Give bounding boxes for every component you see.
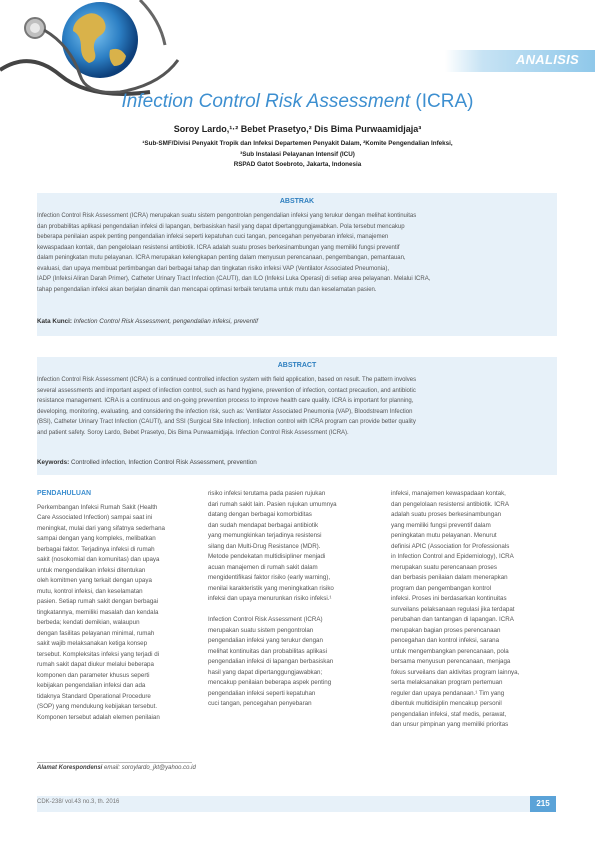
article-title — [0, 91, 595, 113]
body-text-line: dibentuk multidisiplin mencakup personil — [391, 700, 502, 707]
body-text-line: tidaknya Standard Operational Procedure — [37, 692, 151, 700]
abstract-line: Infection Control Risk Assessment (ICRA) is a continued controlled infection system with field application, based on result. The pattern involves — [37, 377, 417, 383]
abstrak-line: kewaspadaan kontak, dan pengelolaan resistensi antibiotik. ICRA adalah suatu proses berkesinambungan yang memiliki fungsi preventif — [37, 244, 400, 251]
body-text-line: pasien. Setiap rumah sakit dengan berbagai — [37, 598, 159, 605]
globe-stethoscope-illustration — [0, 0, 200, 100]
abstract-line: developing, monitoring, evaluating, and considering the infection risk, such as: Ventilator Associated Pneumonia (VAP), Bloodstream Infection — [37, 408, 413, 415]
body-text-line: berbagai faktor. Terjadinya infeksi di rumah — [37, 545, 155, 553]
column-2-text — [208, 489, 378, 710]
affiliation-line: ¹Sub-SMF/Divisi Penyakit Tropik dan Infeksi Departemen Penyakit Dalam, ²Komite Pengendalian Infeksi, — [142, 140, 453, 147]
body-text-line: infeksi dan upaya menurunkan risiko infeksi.¹ — [208, 595, 332, 602]
abstract-line: several assessments and important aspect of infection control, such as hand hygiene, prevention of infection, contact precaution, and antibiotic — [37, 387, 416, 394]
abstrak-line: dalam peningkatan mutu pelayanan. ICRA merupakan kelengkapan penting dalam menyusun perencanaan, pengembangan, pemantauan, — [37, 255, 406, 261]
body-text-line: kebijakan pengendalian infeksi dan ada — [37, 682, 146, 689]
body-text-line: untuk mengendalikan infeksi ditentukan — [37, 566, 146, 574]
body-text-line: pengendalian infeksi di lapangan berbasiskan — [208, 658, 334, 665]
body-text-line: program dan pengembangan kontrol — [391, 584, 492, 592]
body-text-line: Komponen tersebut adalah elemen penilaian — [37, 713, 160, 721]
body-text-line: pengendalian infeksi, staf medis, perawat, — [391, 710, 507, 718]
body-text-line: infeksi. Proses ini berdasarkan kontinuitas — [391, 595, 507, 602]
body-text-line: reguler dan upaya pendanaan.¹ Tim yang — [391, 689, 505, 697]
section-heading-pendahuluan: PENDAHULUAN — [37, 490, 92, 497]
body-text-line: pengendalian infeksi seperti kepatuhan — [208, 689, 316, 697]
body-text-line: Infection Control Risk Assessment (ICRA) — [208, 616, 323, 623]
article-title-italic: Infection Control Risk Assessment — [121, 91, 411, 112]
body-text-line: silang dan Multi-Drug Resistance (MDR). — [208, 542, 321, 550]
abstrak-heading: ABSTRAK — [279, 198, 315, 205]
body-text-line: infeksi, manajemen kewaspadaan kontak, — [391, 490, 506, 497]
body-text-line: dan pengelolaan resistensi antibiotik. ICRA — [391, 500, 509, 508]
abstract-keywords-label: Keywords: — [37, 459, 70, 466]
body-text-line: acuan manajemen di rumah sakit dalam — [208, 563, 318, 571]
body-text-line: serta melaksanakan program pertemuan — [391, 679, 503, 686]
body-text-line: oleh komitmen yang terkait dengan upaya — [37, 577, 152, 584]
body-text-line: tingkatannya, memiliki masalah dan kendala — [37, 608, 159, 616]
abstract-keywords — [37, 459, 257, 466]
abstract-box — [37, 357, 557, 475]
footnote-divider — [37, 762, 192, 763]
body-text-line: yang memiliki fungsi preventif dalam — [391, 521, 491, 529]
body-text-line: dari rumah sakit lain. Pasien rujukan umumnya — [208, 500, 337, 508]
body-text-line: meningkat, mulai dari yang sifatnya sederhana — [37, 524, 165, 532]
abstrak-box — [37, 193, 557, 336]
authors: Soroy Lardo,¹·² Bebet Prasetyo,² Dis Bima Purwaamidjaja³ — [173, 124, 422, 134]
abstract-body — [37, 375, 557, 438]
correspondence-email: email: soroylardo_jkt@yahoo.co.id — [104, 765, 196, 771]
body-text-line: in Infection Control and Epidemiology), ICRA — [391, 553, 514, 560]
body-text-line: merupakan bagian proses perencanaan — [391, 626, 501, 634]
body-text-line: berbeda; kendati demikian, walaupun — [37, 619, 140, 626]
body-text-line: cuci tangan, pencegahan penyebaran — [208, 700, 312, 707]
affiliation-line: ³Sub Instalasi Pelayanan Intensif (ICU) — [240, 150, 355, 158]
body-text-line: dan berbasis penilaian dalam menerapkan — [391, 574, 508, 581]
body-column-1 — [37, 489, 207, 723]
correspondence-label: Alamat Korespondensi — [37, 765, 103, 771]
body-text-line: definisi APIC (Association for Professionals — [391, 542, 510, 550]
body-text-line: mencakup penilaian beberapa aspek penting — [208, 679, 332, 686]
section-label: ANALISIS — [515, 52, 579, 67]
body-column-3 — [391, 489, 561, 731]
body-text-line: mutu, kontrol infeksi, dan keselamatan — [37, 587, 143, 595]
article-title-regular: (ICRA) — [410, 91, 474, 112]
body-text-line: komponen dan parameter khusus seperti — [37, 671, 150, 679]
body-text-line: pengendalian infeksi yang terukur dengan — [208, 637, 323, 644]
body-text-line: bersama menyusun perencanaan, menjaga — [391, 658, 511, 665]
correspondence-footnote — [37, 765, 196, 771]
body-text-line: menilai karakteristik yang meningkatkan risiko — [208, 584, 334, 592]
body-text-line: peningkatan mutu pelayanan. Menurut — [391, 532, 497, 539]
abstrak-line: tahap pengendalian infeksi akan berjalan dinamik dan mencapai optimasi terbaik terutama untuk mutu dan keselamatan pasien. — [37, 286, 377, 293]
affiliation-line: RSPAD Gatot Soebroto, Jakarta, Indonesia — [233, 161, 362, 168]
body-text-line: hasil yang dapat dipertanggungjawabkan; — [208, 668, 323, 676]
abstract-line: resistance management. ICRA is a continuous and on-going prevention process to improve health care quality. ICRA is important for planning, — [37, 398, 414, 404]
body-text-line: perubahan dan tantangan di lapangan. ICRA — [391, 616, 514, 623]
body-text-line: dengan fasilitas pelayanan minimal, rumah — [37, 629, 155, 637]
body-text-line: yang memungkinkan terjadinya resistensi — [208, 532, 322, 539]
body-text-line: tersebut. Kompleksitas infeksi yang terjadi di — [37, 650, 160, 658]
abstrak-keywords — [37, 318, 258, 325]
body-text-line: dan sudah mendapat berbagai antibiotik — [208, 521, 319, 529]
abstrak-line: Infection Control Risk Assessment (ICRA) merupakan suatu sistem pengontrolan pengendalian infeksi yang terukur dengan melihat kontinuitas — [37, 213, 417, 219]
body-text-line: dan unsur pimpinan yang memiliki prioritas — [391, 721, 509, 728]
body-text-line: pencegahan dan kontrol infeksi, sarana — [391, 637, 500, 644]
abstract-heading: ABSTRACT — [277, 362, 317, 369]
body-text-line — [208, 605, 378, 616]
abstrak-line: dan probabilitas aplikasi pengendalian infeksi di lapangan, berbasiskan hasil yang dapat dipertanggungjawabkan. Pola tersebut mencakup — [37, 223, 405, 230]
column-1-text — [37, 503, 207, 724]
affiliations — [0, 139, 595, 171]
body-text-line: melihat kontinuitas dan probabilitas aplikasi — [208, 647, 328, 655]
body-text-line: risiko infeksi terutama pada pasien rujukan — [208, 490, 326, 497]
body-text-line: (SOP) yang mendukung kebijakan tersebut. — [37, 703, 158, 710]
abstrak-line: evaluasi, dan upaya membuat pertimbangan dari berbagai tahap dan tingkatan risiko infeksi VAP (Ventilator Associated Pneumonia), — [37, 265, 389, 272]
abstrak-keywords-label: Kata Kunci: — [37, 318, 72, 325]
page-number: 215 — [530, 796, 556, 812]
body-text-line: rumah sakit dapat diukur melalui beberapa — [37, 661, 154, 668]
column-3-text — [391, 489, 561, 731]
abstrak-line: beberapa penilaian aspek penting pengendalian infeksi seperti kepatuhan cuci tangan, pencegahan penyebaran infeksi, manajemen — [37, 234, 389, 240]
body-text-line: surveilans pelaksanaan regulasi jika terdapat — [391, 605, 515, 613]
abstract-keywords-text: Controlled infection, Infection Control Risk Assessment, prevention — [69, 459, 257, 466]
body-text-line: mengidentifikasi faktor risiko (early warning), — [208, 574, 331, 581]
abstract-line: and patient safety. Soroy Lardo, Bebet Prasetyo, Dis Bima Purwaamidjaja. Infection Control Risk Assessment (ICRA). — [37, 429, 349, 436]
body-text-line: sampai dengan yang kompleks, melibatkan — [37, 535, 156, 542]
abstrak-body — [37, 211, 557, 295]
abstrak-keywords-text: Infection Control Risk Assessment, pengendalian infeksi, preventif — [72, 318, 258, 325]
body-text-line: sakit (nosokomial dan komunitas) dan upaya — [37, 556, 160, 563]
journal-citation: CDK-238/ vol.43 no.3, th. 2016 — [37, 799, 120, 805]
body-text-line: untuk mengembangkan perencanaan, pola — [391, 647, 509, 655]
body-text-line: Care Associated Infection) sampai saat ini — [37, 514, 153, 521]
abstract-line: (BSI), Catheter Urinary Tract Infection (CAUTI), and SSI (Surgical Site Infection). Infection control with ICRA program can provide better quality — [37, 419, 416, 425]
body-text-line: fokus surveilans dan aktivitas program lainnya, — [391, 668, 520, 676]
body-text-line: merupakan suatu perencanaan proses — [391, 563, 497, 571]
abstrak-line: IADP (Infeksi Aliran Darah Primer), Catheter Urinary Tract Infection (CAUTI), dan ILO (Infeksi Luka Operasi) di setiap area pelayanan. Melalui ICRA, — [37, 276, 431, 282]
body-text-line: adalah suatu proses berkesinambungan — [391, 511, 502, 518]
body-text-line: sakit wajib melaksanakan ketiga konsep — [37, 640, 148, 647]
body-text-line: merupakan suatu sistem pengontrolan — [208, 626, 314, 634]
body-text-line: Perkembangan Infeksi Rumah Sakit (Health — [37, 503, 158, 511]
body-text-line: Metode pendekatan multidisipliner menjadi — [208, 553, 326, 560]
body-text-line: datang dengan berbagai komorbiditas — [208, 511, 312, 518]
body-column-2 — [208, 489, 378, 710]
